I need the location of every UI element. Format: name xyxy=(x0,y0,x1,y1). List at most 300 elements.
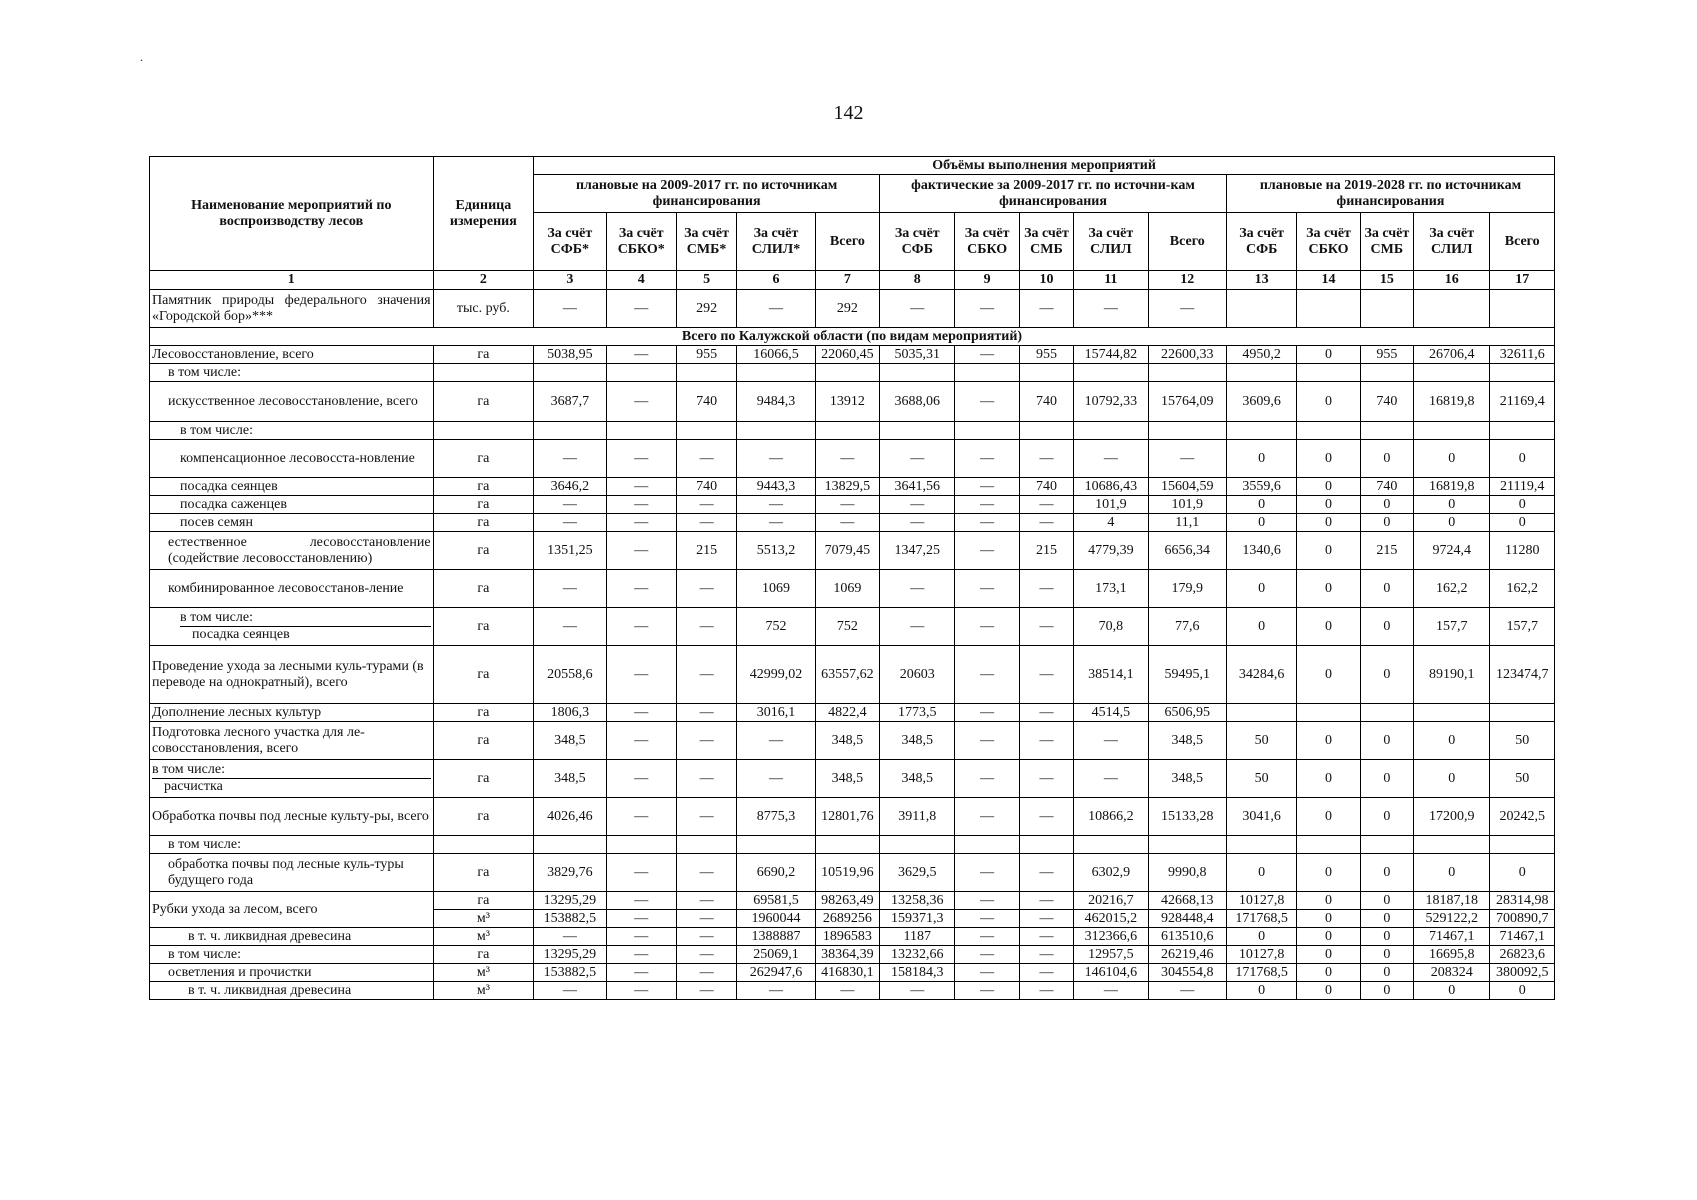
value-cell: 0 xyxy=(1360,946,1413,964)
value-cell: — xyxy=(955,514,1019,532)
value-cell: 9484,3 xyxy=(737,382,815,422)
value-cell: — xyxy=(737,290,815,328)
value-cell: — xyxy=(1019,290,1073,328)
value-cell: 16066,5 xyxy=(737,346,815,364)
table-row xyxy=(150,382,1555,422)
value-cell: 0 xyxy=(1360,964,1413,982)
value-cell: 0 xyxy=(1226,982,1296,1000)
row-name-text: естественное лесовосстановление (содействие лесовосстановлению) xyxy=(168,534,431,566)
value-cell: 159371,3 xyxy=(880,910,955,928)
value-cell: — xyxy=(676,646,736,704)
column-header: За счёт СМБ xyxy=(1360,213,1413,271)
value-cell: — xyxy=(955,910,1019,928)
value-cell: 740 xyxy=(1019,478,1073,496)
row-unit: га xyxy=(433,440,534,478)
value-cell: 0 xyxy=(1297,440,1360,478)
value-cell: — xyxy=(1019,798,1073,836)
column-header: За счёт СЛИЛ* xyxy=(737,213,815,271)
value-cell: 123474,7 xyxy=(1490,646,1555,704)
value-cell: — xyxy=(606,854,676,892)
value-cell: 0 xyxy=(1297,946,1360,964)
value-cell: 0 xyxy=(1490,854,1555,892)
value-cell: 1069 xyxy=(737,570,815,608)
value-cell xyxy=(955,836,1019,854)
value-cell xyxy=(1019,836,1073,854)
value-cell: 740 xyxy=(676,478,736,496)
value-cell: 955 xyxy=(1360,346,1413,364)
value-cell: — xyxy=(1019,570,1073,608)
row-name xyxy=(150,364,434,382)
value-cell: 0 xyxy=(1297,608,1360,646)
value-cell: 1806,3 xyxy=(534,704,606,722)
value-cell: 3829,76 xyxy=(534,854,606,892)
value-cell xyxy=(815,364,879,382)
value-cell xyxy=(534,836,606,854)
value-cell: — xyxy=(955,496,1019,514)
value-cell: 4779,39 xyxy=(1074,532,1148,570)
value-cell: — xyxy=(955,798,1019,836)
value-cell: 16819,8 xyxy=(1414,382,1490,422)
section-title: Всего по Калужской области (по видам мероприятий) xyxy=(150,328,1555,346)
table-row xyxy=(150,760,1555,798)
value-cell: — xyxy=(955,382,1019,422)
value-cell xyxy=(1490,422,1555,440)
value-cell: 16819,8 xyxy=(1414,478,1490,496)
value-cell: 98263,49 xyxy=(815,892,879,910)
value-cell: 0 xyxy=(1297,910,1360,928)
value-cell: 6690,2 xyxy=(737,854,815,892)
value-cell: 9443,3 xyxy=(737,478,815,496)
value-cell: 7079,45 xyxy=(815,532,879,570)
value-cell xyxy=(676,836,736,854)
row-name-text: искусственное лесовосстановление, всего xyxy=(168,393,418,409)
row-unit: га xyxy=(433,608,534,646)
row-name-text: в том числе: xyxy=(180,422,253,438)
value-cell: 0 xyxy=(1414,514,1490,532)
value-cell: — xyxy=(880,514,955,532)
value-cell: — xyxy=(955,608,1019,646)
value-cell: 4950,2 xyxy=(1226,346,1296,364)
table-row xyxy=(150,798,1555,836)
value-cell: 613510,6 xyxy=(1148,928,1226,946)
value-cell: — xyxy=(676,798,736,836)
value-cell: 12801,76 xyxy=(815,798,879,836)
value-cell xyxy=(1360,422,1413,440)
header-planned-2009: плановые на 2009-2017 гг. по источникам финансирования xyxy=(534,175,880,213)
value-cell: 1069 xyxy=(815,570,879,608)
row-name: в том числе: xyxy=(150,946,434,964)
row-name xyxy=(150,608,434,646)
value-cell: — xyxy=(880,496,955,514)
row-name xyxy=(150,422,434,440)
value-cell: — xyxy=(606,570,676,608)
value-cell: — xyxy=(676,608,736,646)
value-cell: 0 xyxy=(1226,570,1296,608)
value-cell: 0 xyxy=(1297,854,1360,892)
row-name-text: Обработка почвы под лесные культу-ры, всего xyxy=(152,808,429,824)
value-cell: 1896583 xyxy=(815,928,879,946)
value-cell xyxy=(1360,836,1413,854)
column-header: За счёт СБКО* xyxy=(606,213,676,271)
value-cell: — xyxy=(1074,760,1148,798)
value-cell: — xyxy=(606,532,676,570)
row-name-text: в том числе: xyxy=(168,836,241,852)
row-name-sub: расчистка xyxy=(152,778,431,795)
row-name-sub: посадка сеянцев xyxy=(180,626,431,643)
value-cell: 15744,82 xyxy=(1074,346,1148,364)
table-row xyxy=(150,496,1555,514)
row-name: в т. ч. ликвидная древесина xyxy=(150,982,434,1000)
value-cell xyxy=(1226,704,1296,722)
value-cell: — xyxy=(606,440,676,478)
value-cell xyxy=(1297,364,1360,382)
table-row xyxy=(150,892,1555,910)
value-cell: — xyxy=(606,514,676,532)
value-cell: 3641,56 xyxy=(880,478,955,496)
row-name xyxy=(150,836,434,854)
row-unit: га xyxy=(433,798,534,836)
column-number: 1 xyxy=(150,271,434,290)
header-unit: Единица измерения xyxy=(433,157,534,271)
table-row xyxy=(150,964,1555,982)
value-cell xyxy=(676,422,736,440)
value-cell: — xyxy=(676,910,736,928)
column-header: Всего xyxy=(1148,213,1226,271)
value-cell xyxy=(737,422,815,440)
value-cell: — xyxy=(534,290,606,328)
column-header: За счёт СБКО xyxy=(1297,213,1360,271)
value-cell: — xyxy=(606,982,676,1000)
value-cell xyxy=(1019,364,1073,382)
value-cell: 0 xyxy=(1297,892,1360,910)
row-name xyxy=(150,346,434,364)
value-cell: 529122,2 xyxy=(1414,910,1490,928)
value-cell: 292 xyxy=(676,290,736,328)
value-cell xyxy=(1490,836,1555,854)
value-cell xyxy=(1074,836,1148,854)
value-cell: — xyxy=(676,570,736,608)
column-number: 9 xyxy=(955,271,1019,290)
value-cell: — xyxy=(1019,982,1073,1000)
value-cell: 162,2 xyxy=(1414,570,1490,608)
value-cell: 22600,33 xyxy=(1148,346,1226,364)
value-cell: 171768,5 xyxy=(1226,964,1296,982)
value-cell: 179,9 xyxy=(1148,570,1226,608)
value-cell: — xyxy=(534,496,606,514)
value-cell: — xyxy=(737,982,815,1000)
value-cell: 740 xyxy=(1360,478,1413,496)
value-cell: 0 xyxy=(1490,440,1555,478)
value-cell: 0 xyxy=(1360,646,1413,704)
value-cell: 13829,5 xyxy=(815,478,879,496)
value-cell: — xyxy=(606,646,676,704)
value-cell: 50 xyxy=(1226,722,1296,760)
header-group-title: Объёмы выполнения мероприятий xyxy=(534,157,1555,175)
value-cell: 20242,5 xyxy=(1490,798,1555,836)
value-cell: — xyxy=(534,608,606,646)
value-cell: 1340,6 xyxy=(1226,532,1296,570)
row-name: Памятник природы федерального значения «Городской бор»*** xyxy=(150,290,434,328)
row-name xyxy=(150,722,434,760)
column-number: 13 xyxy=(1226,271,1296,290)
column-number: 11 xyxy=(1074,271,1148,290)
value-cell: 348,5 xyxy=(880,722,955,760)
value-cell: — xyxy=(1019,496,1073,514)
value-cell: — xyxy=(606,478,676,496)
value-cell xyxy=(880,836,955,854)
table-row xyxy=(150,854,1555,892)
value-cell: 101,9 xyxy=(1148,496,1226,514)
value-cell: — xyxy=(676,946,736,964)
value-cell: — xyxy=(1019,760,1073,798)
row-name: Рубки ухода за лесом, всего xyxy=(150,892,434,928)
value-cell: 0 xyxy=(1360,798,1413,836)
value-cell: 25069,1 xyxy=(737,946,815,964)
value-cell: — xyxy=(815,982,879,1000)
value-cell xyxy=(1074,422,1148,440)
value-cell: — xyxy=(955,760,1019,798)
value-cell: 0 xyxy=(1414,760,1490,798)
value-cell: — xyxy=(606,964,676,982)
value-cell: 0 xyxy=(1297,532,1360,570)
row-unit: га xyxy=(433,646,534,704)
value-cell xyxy=(1148,836,1226,854)
value-cell: 18187,18 xyxy=(1414,892,1490,910)
value-cell: — xyxy=(1019,892,1073,910)
row-unit: га xyxy=(433,496,534,514)
row-name xyxy=(150,798,434,836)
value-cell: 0 xyxy=(1297,570,1360,608)
column-number: 10 xyxy=(1019,271,1073,290)
value-cell: 348,5 xyxy=(1148,760,1226,798)
value-cell xyxy=(1414,836,1490,854)
value-cell: 16695,8 xyxy=(1414,946,1490,964)
value-cell: — xyxy=(880,570,955,608)
value-cell: 171768,5 xyxy=(1226,910,1296,928)
value-cell: 752 xyxy=(737,608,815,646)
value-cell: — xyxy=(676,496,736,514)
value-cell: 955 xyxy=(1019,346,1073,364)
value-cell: 0 xyxy=(1360,440,1413,478)
value-cell: 312366,6 xyxy=(1074,928,1148,946)
value-cell: 13912 xyxy=(815,382,879,422)
value-cell: 4 xyxy=(1074,514,1148,532)
column-header: За счёт СМБ xyxy=(1019,213,1073,271)
value-cell: 26823,6 xyxy=(1490,946,1555,964)
value-cell: — xyxy=(1019,608,1073,646)
value-cell: 10866,2 xyxy=(1074,798,1148,836)
value-cell: — xyxy=(676,964,736,982)
row-name: осветления и прочистки xyxy=(150,964,434,982)
row-unit: га xyxy=(433,478,534,496)
value-cell: 11280 xyxy=(1490,532,1555,570)
value-cell: 89190,1 xyxy=(1414,646,1490,704)
value-cell: — xyxy=(1019,440,1073,478)
value-cell: — xyxy=(1074,722,1148,760)
value-cell: — xyxy=(1148,982,1226,1000)
value-cell: 0 xyxy=(1490,514,1555,532)
value-cell: — xyxy=(815,440,879,478)
value-cell: 10792,33 xyxy=(1074,382,1148,422)
value-cell: — xyxy=(955,982,1019,1000)
row-name-text: посадка саженцев xyxy=(180,496,287,512)
column-number: 17 xyxy=(1490,271,1555,290)
header-name: Наименование мероприятий по воспроизводству лесов xyxy=(150,157,434,271)
value-cell: 10127,8 xyxy=(1226,946,1296,964)
table-row xyxy=(150,836,1555,854)
value-cell: 21169,4 xyxy=(1490,382,1555,422)
row-unit: га xyxy=(433,532,534,570)
value-cell: 101,9 xyxy=(1074,496,1148,514)
header-planned-2019: плановые на 2019-2028 гг. по источникам финансирования xyxy=(1226,175,1554,213)
row-name: в т. ч. ликвидная древесина xyxy=(150,928,434,946)
value-cell: 13232,66 xyxy=(880,946,955,964)
value-cell xyxy=(1297,704,1360,722)
value-cell xyxy=(1360,364,1413,382)
value-cell: 9990,8 xyxy=(1148,854,1226,892)
value-cell: 21119,4 xyxy=(1490,478,1555,496)
row-name xyxy=(150,854,434,892)
value-cell: 3559,6 xyxy=(1226,478,1296,496)
row-name-text: обработка почвы под лесные куль-туры будущего года xyxy=(168,856,404,888)
value-cell: — xyxy=(1074,440,1148,478)
table-row xyxy=(150,290,1555,328)
table-row xyxy=(150,346,1555,364)
value-cell: — xyxy=(1019,722,1073,760)
value-cell: 0 xyxy=(1414,982,1490,1000)
value-cell xyxy=(737,836,815,854)
value-cell: 26219,46 xyxy=(1148,946,1226,964)
value-cell: 1388887 xyxy=(737,928,815,946)
row-name xyxy=(150,478,434,496)
row-unit xyxy=(433,422,534,440)
value-cell xyxy=(534,422,606,440)
table-row xyxy=(150,422,1555,440)
column-header: За счёт СБКО xyxy=(955,213,1019,271)
value-cell xyxy=(1360,704,1413,722)
value-cell xyxy=(1414,704,1490,722)
value-cell: 38364,39 xyxy=(815,946,879,964)
row-unit: га xyxy=(433,854,534,892)
value-cell xyxy=(1226,836,1296,854)
value-cell: 6506,95 xyxy=(1148,704,1226,722)
value-cell: — xyxy=(606,290,676,328)
value-cell: 50 xyxy=(1490,722,1555,760)
row-name-text: в том числе: xyxy=(152,762,225,778)
column-header: За счёт СЛИЛ xyxy=(1074,213,1148,271)
value-cell: 416830,1 xyxy=(815,964,879,982)
table-row xyxy=(150,570,1555,608)
value-cell: — xyxy=(676,704,736,722)
value-cell: 0 xyxy=(1226,608,1296,646)
value-cell: 20603 xyxy=(880,646,955,704)
value-cell: 0 xyxy=(1360,910,1413,928)
value-cell: 3688,06 xyxy=(880,382,955,422)
value-cell: 157,7 xyxy=(1414,608,1490,646)
value-cell: 17200,9 xyxy=(1414,798,1490,836)
value-cell: — xyxy=(676,760,736,798)
value-cell: — xyxy=(737,760,815,798)
row-unit xyxy=(433,364,534,382)
row-unit: га xyxy=(433,946,534,964)
value-cell: — xyxy=(606,496,676,514)
value-cell: — xyxy=(955,570,1019,608)
value-cell xyxy=(1297,422,1360,440)
table-row xyxy=(150,982,1555,1000)
column-number: 16 xyxy=(1414,271,1490,290)
value-cell xyxy=(606,422,676,440)
value-cell: 0 xyxy=(1297,514,1360,532)
value-cell: 9724,4 xyxy=(1414,532,1490,570)
forest-reproduction-table xyxy=(149,156,1555,1000)
value-cell: — xyxy=(955,532,1019,570)
value-cell: 3911,8 xyxy=(880,798,955,836)
value-cell: — xyxy=(606,608,676,646)
value-cell: — xyxy=(534,440,606,478)
value-cell: 50 xyxy=(1490,760,1555,798)
page-number: 142 xyxy=(833,102,864,124)
value-cell: — xyxy=(815,514,879,532)
value-cell: 304554,8 xyxy=(1148,964,1226,982)
value-cell: 3041,6 xyxy=(1226,798,1296,836)
table-row xyxy=(150,532,1555,570)
column-header: За счёт СФБ xyxy=(880,213,955,271)
value-cell: — xyxy=(880,440,955,478)
value-cell: — xyxy=(955,946,1019,964)
table-row xyxy=(150,946,1555,964)
value-cell: 0 xyxy=(1414,496,1490,514)
value-cell: — xyxy=(1148,440,1226,478)
row-name xyxy=(150,570,434,608)
value-cell: 10686,43 xyxy=(1074,478,1148,496)
value-cell: — xyxy=(606,928,676,946)
value-cell: 15133,28 xyxy=(1148,798,1226,836)
value-cell: 3016,1 xyxy=(737,704,815,722)
value-cell: 348,5 xyxy=(880,760,955,798)
row-name-text: комбинированное лесовосстанов-ление xyxy=(168,580,404,596)
row-name xyxy=(150,646,434,704)
value-cell: — xyxy=(534,514,606,532)
row-unit xyxy=(433,836,534,854)
column-number: 7 xyxy=(815,271,879,290)
value-cell: 32611,6 xyxy=(1490,346,1555,364)
row-unit: га xyxy=(433,892,534,910)
row-name-text: Лесовосстановление, всего xyxy=(152,346,314,362)
value-cell: 0 xyxy=(1490,496,1555,514)
value-cell xyxy=(606,364,676,382)
row-unit: га xyxy=(433,570,534,608)
column-number: 14 xyxy=(1297,271,1360,290)
value-cell: 1351,25 xyxy=(534,532,606,570)
value-cell: — xyxy=(676,722,736,760)
value-cell xyxy=(1148,364,1226,382)
value-cell: — xyxy=(534,570,606,608)
row-name-text: Проведение ухода за лесными куль-турами (в переводе на однократный), всего xyxy=(152,658,424,690)
value-cell: 348,5 xyxy=(815,760,879,798)
value-cell: 0 xyxy=(1414,722,1490,760)
value-cell xyxy=(1297,290,1360,328)
value-cell: — xyxy=(1019,646,1073,704)
value-cell: 1773,5 xyxy=(880,704,955,722)
value-cell: 42999,02 xyxy=(737,646,815,704)
value-cell: 0 xyxy=(1226,440,1296,478)
row-name-text: Дополнение лесных культур xyxy=(152,704,322,720)
column-number: 2 xyxy=(433,271,534,290)
value-cell: — xyxy=(955,892,1019,910)
value-cell: — xyxy=(606,946,676,964)
row-unit: га xyxy=(433,514,534,532)
value-cell: 13295,29 xyxy=(534,946,606,964)
